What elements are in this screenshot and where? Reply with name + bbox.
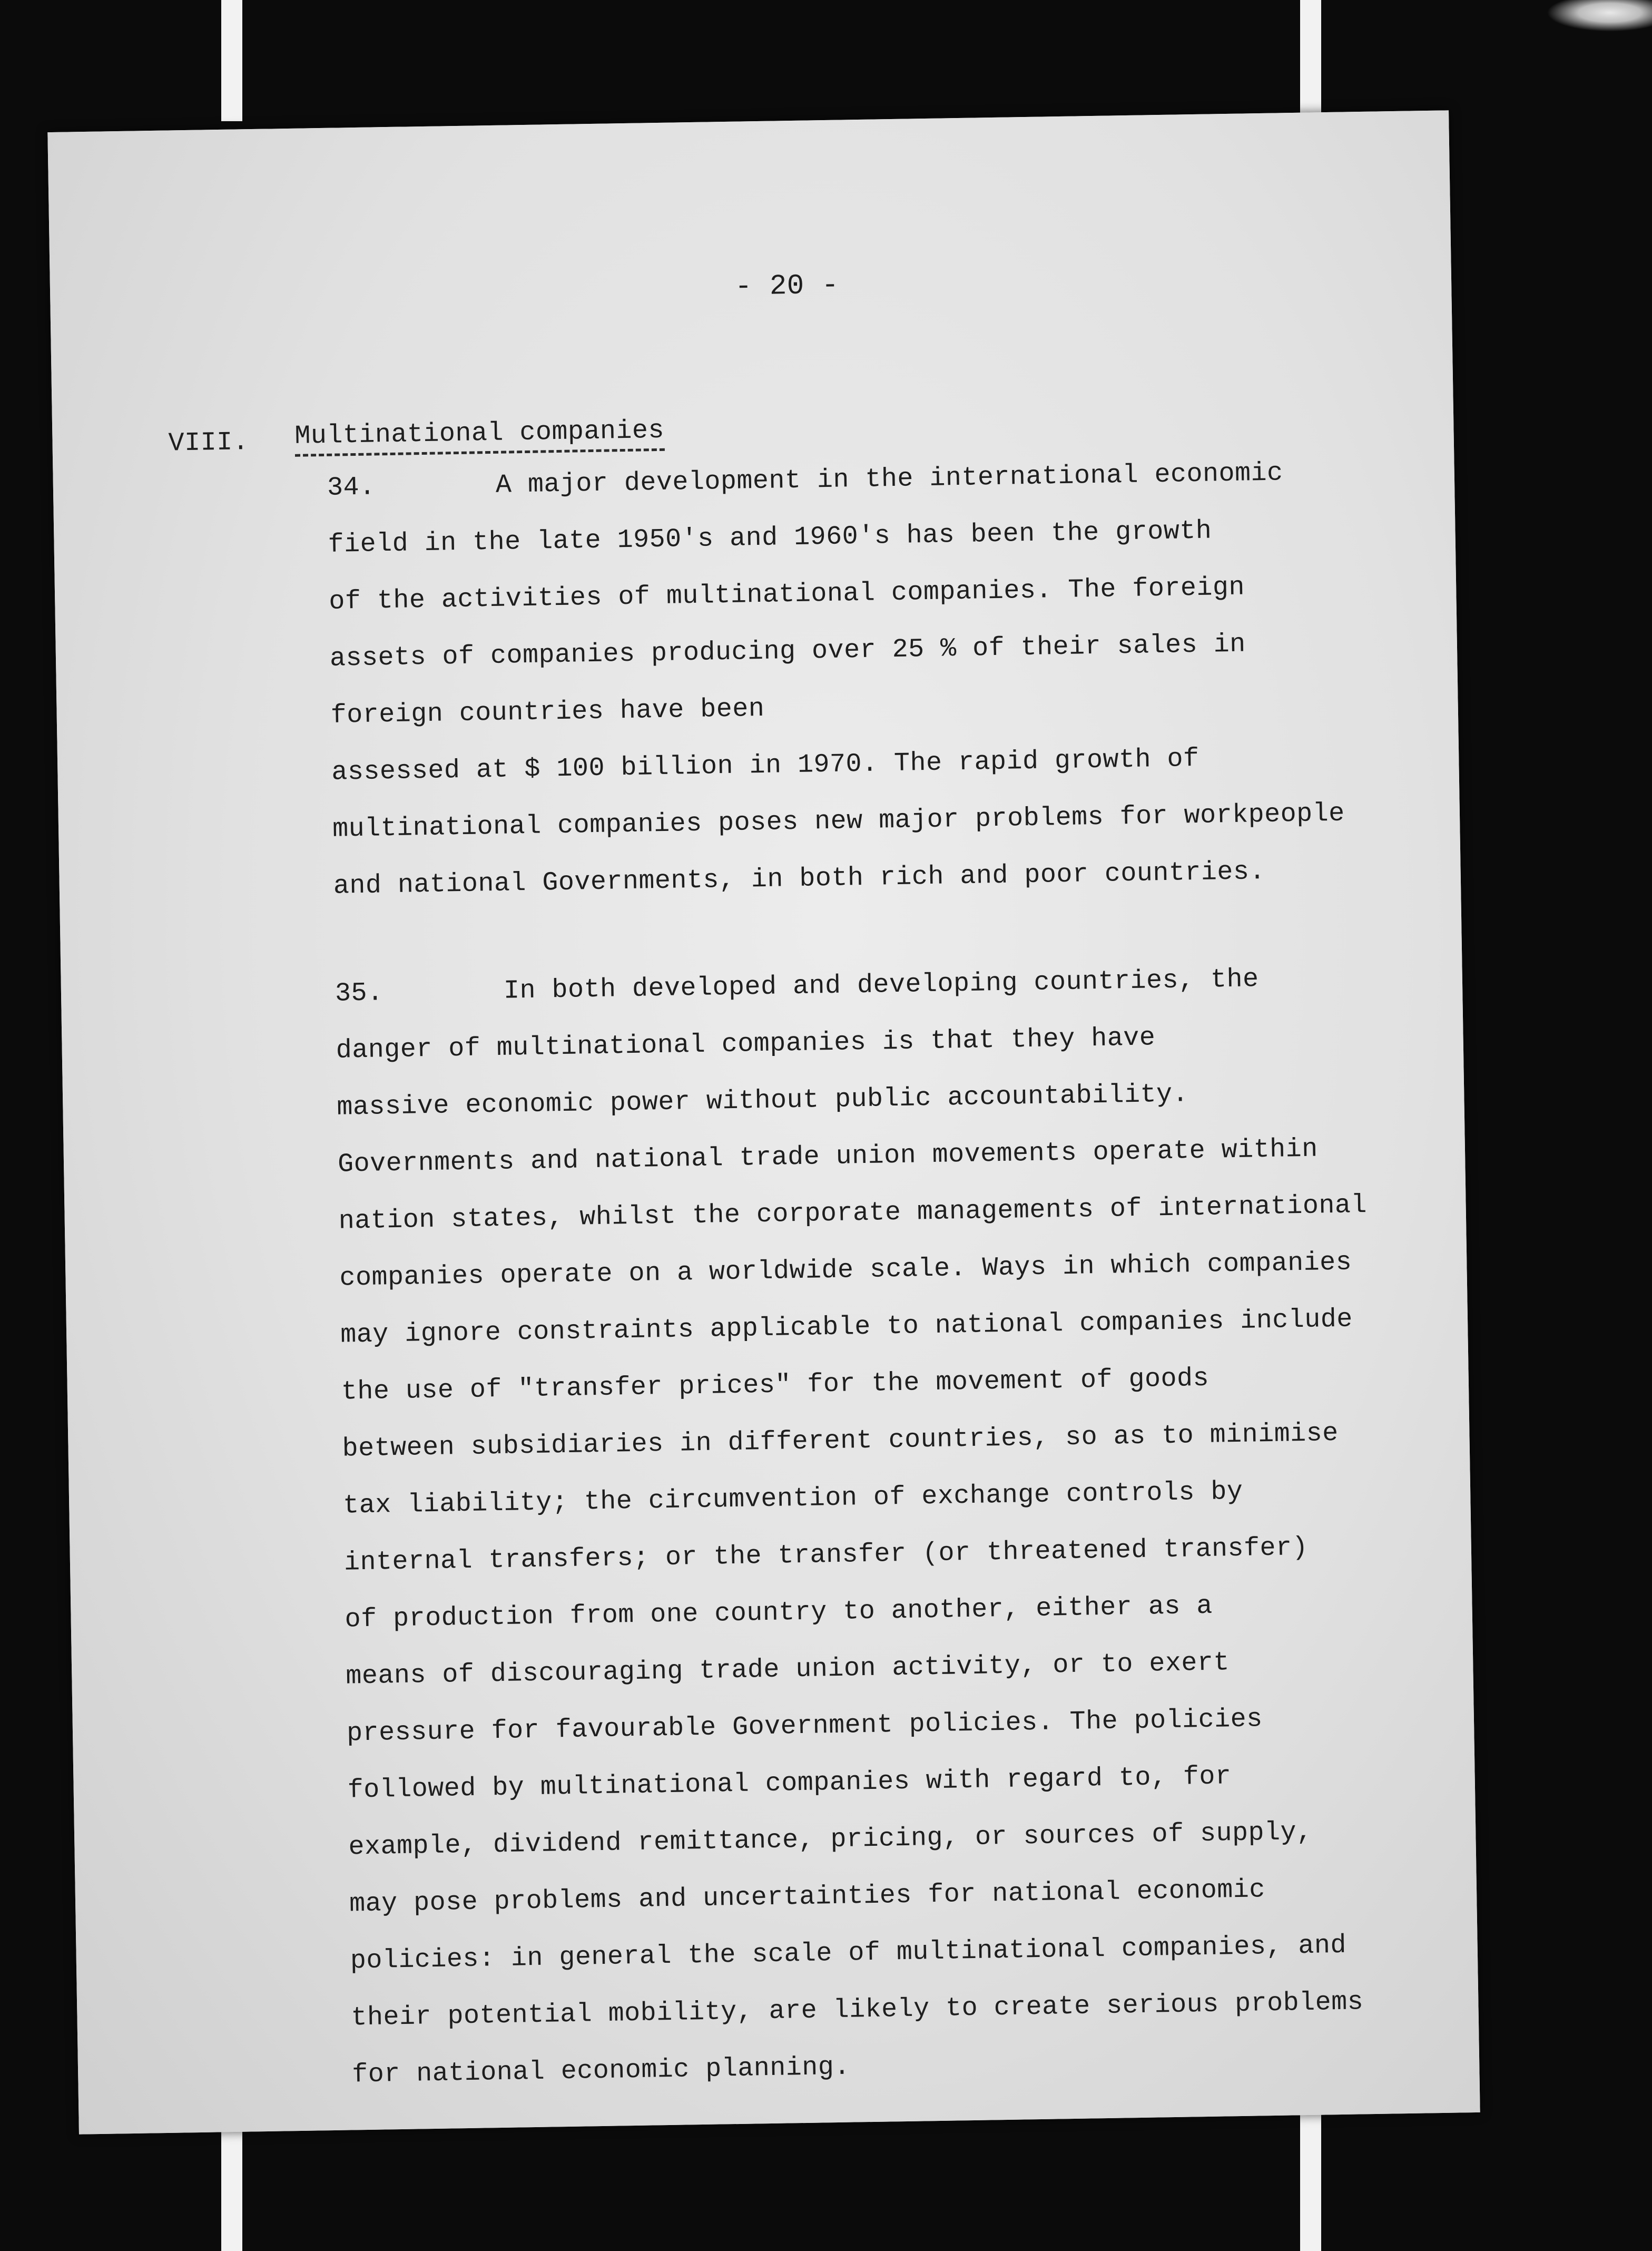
page-number: - 20 - bbox=[734, 269, 839, 304]
paragraph-34 bbox=[327, 443, 1440, 915]
paragraph-line: example, dividend remittance, pricing, or sources of supply, bbox=[348, 1817, 1313, 1863]
paragraph-number: 35. bbox=[335, 978, 384, 1009]
paragraph-line: internal transfers; or the transfer (or threatened transfer) bbox=[343, 1532, 1309, 1578]
section-heading: Multinational companies bbox=[294, 418, 665, 457]
paragraph-line: 34. A major development in the international economic bbox=[327, 443, 1433, 517]
paragraph-line: multinational companies poses new major problems for workpeople bbox=[332, 798, 1345, 845]
paragraph-line: foreign countries have been bbox=[330, 693, 765, 731]
paragraph-line: tax liability; the circumvention of exchange controls by bbox=[342, 1476, 1243, 1521]
film-strip-top-right bbox=[1300, 0, 1321, 121]
film-strip-bottom-right bbox=[1300, 2113, 1321, 2251]
paragraph-line: Governments and national trade union movements operate within bbox=[337, 1134, 1319, 1180]
film-strip-bottom-left bbox=[221, 2113, 242, 2251]
paragraph-line: assessed at $ 100 billion in 1970. The rapid growth of bbox=[331, 743, 1199, 788]
paragraph-line: companies operate on a worldwide scale. Ways in which companies bbox=[339, 1247, 1352, 1294]
document-page bbox=[47, 110, 1480, 2134]
paragraph-number: 34. bbox=[327, 472, 376, 503]
film-strip-top-left bbox=[221, 0, 242, 121]
paragraph-line: between subsidiaries in different countries, so as to minimise bbox=[342, 1418, 1339, 1464]
film-corner-mark bbox=[1547, 0, 1652, 32]
paragraph-line: for national economic planning. bbox=[351, 2052, 851, 2090]
paragraph-line: assets of companies producing over 25 % of their sales in bbox=[329, 629, 1246, 674]
paragraph-line: 35. In both developed and developing countries, the bbox=[335, 948, 1441, 1023]
paragraph-35 bbox=[335, 948, 1459, 2104]
section-numeral: VIII. bbox=[168, 427, 249, 459]
paragraph-line: field in the late 1950's and 1960's has been the growth bbox=[328, 516, 1212, 560]
paragraph-line: policies: in general the scale of multinational companies, and bbox=[350, 1930, 1347, 1976]
paragraph-line: of production from one country to another, either as a bbox=[345, 1591, 1213, 1635]
paragraph-line: their potential mobility, are likely to create serious problems bbox=[351, 1987, 1364, 2033]
paragraph-line: followed by multinational companies with regard to, for bbox=[347, 1761, 1232, 1806]
paragraph-line: danger of multinational companies is that they have bbox=[336, 1023, 1156, 1066]
paragraph-line: means of discouraging trade union activity, or to exert bbox=[345, 1648, 1230, 1692]
paragraph-line: may ignore constraints applicable to national companies include bbox=[340, 1304, 1353, 1350]
paragraph-line: and national Governments, in both rich and poor countries. bbox=[333, 856, 1266, 902]
paragraph-line: of the activities of multinational companies. The foreign bbox=[328, 572, 1245, 617]
paragraph-line: the use of "transfer prices" for the movement of goods bbox=[341, 1363, 1210, 1407]
paragraph-line: pressure for favourable Government policies. The policies bbox=[346, 1704, 1263, 1749]
paragraph-line: may pose problems and uncertainties for national economic bbox=[349, 1875, 1266, 1920]
paragraph-line: nation states, whilst the corporate managements of international bbox=[338, 1190, 1368, 1237]
paragraph-line: massive economic power without public accountability. bbox=[337, 1079, 1189, 1123]
